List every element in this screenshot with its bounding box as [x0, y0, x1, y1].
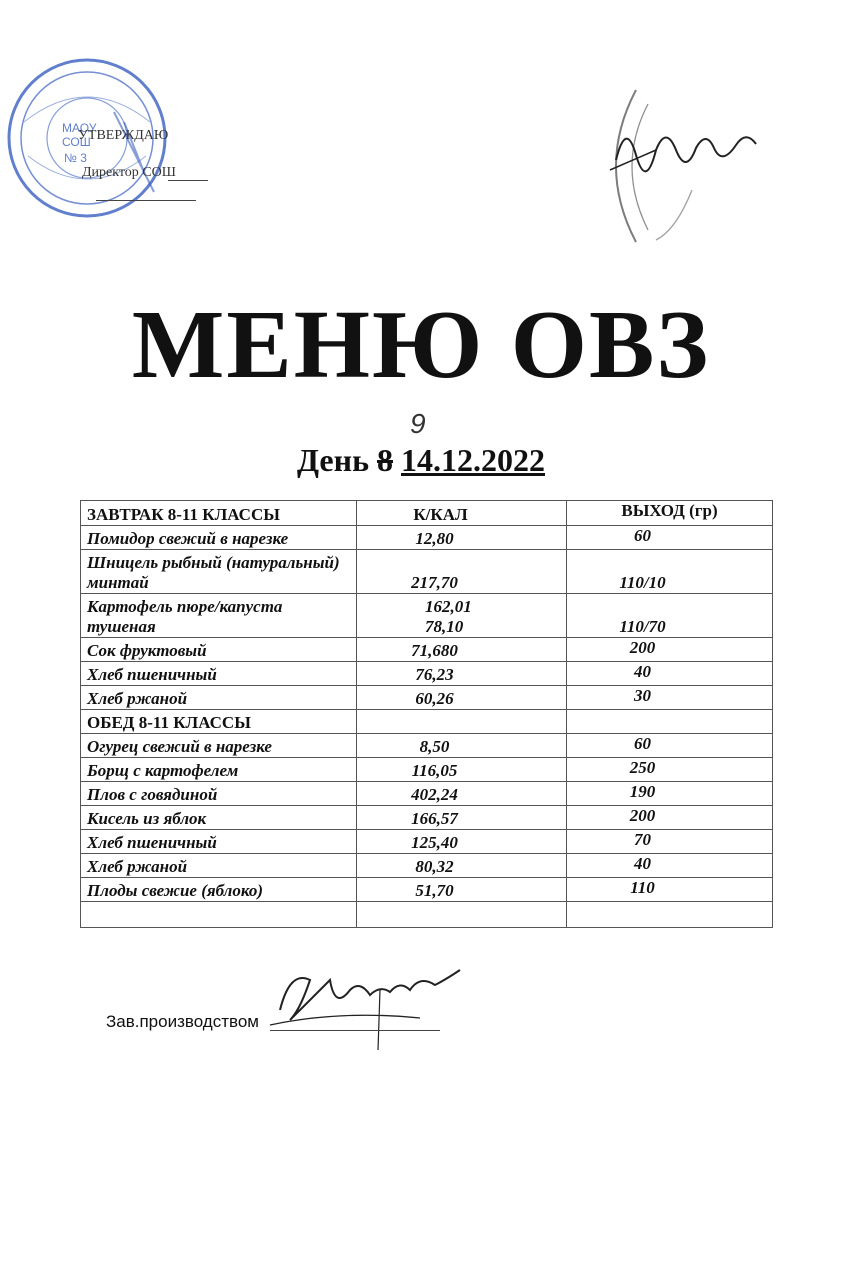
dish-name: Шницель рыбный (натуральный) минтай	[81, 550, 357, 594]
menu-date: 14.12.2022	[400, 442, 545, 478]
table-row	[81, 686, 773, 710]
dish-output: 200	[567, 806, 773, 830]
table-row	[81, 878, 773, 902]
dish-kcal: 217,70	[357, 550, 567, 594]
empty-cell	[357, 902, 567, 928]
dish-name: Плов с говядиной	[81, 782, 357, 806]
dish-name: Хлеб ржаной	[81, 686, 357, 710]
lunch-header-row	[81, 710, 773, 734]
table-row	[81, 638, 773, 662]
date-line	[96, 200, 196, 201]
dish-name: Кисель из яблок	[81, 806, 357, 830]
dish-output: 30	[567, 686, 773, 710]
dish-output: 60	[567, 734, 773, 758]
svg-text:№ 3: № 3	[64, 151, 87, 165]
director-signature-icon	[596, 100, 766, 190]
dish-output: 250	[567, 758, 773, 782]
dish-kcal: 116,05	[357, 758, 567, 782]
approve-label: УТВЕРЖДАЮ	[78, 128, 169, 143]
table-row	[81, 526, 773, 550]
dish-name: Картофель пюре/капуста тушеная	[81, 594, 357, 638]
dish-kcal: 162,01 78,10	[357, 594, 567, 638]
header-breakfast: ЗАВТРАК 8-11 КЛАССЫ	[81, 501, 357, 526]
dish-kcal: 125,40	[357, 830, 567, 854]
dish-name: Плоды свежие (яблоко)	[81, 878, 357, 902]
dish-kcal: 80,32	[357, 854, 567, 878]
table-row	[81, 594, 773, 638]
handwritten-day-number: 9	[410, 408, 426, 439]
dish-kcal: 12,80	[357, 526, 567, 550]
day-line	[0, 442, 842, 479]
dish-output: 40	[567, 662, 773, 686]
dish-name: Борщ с картофелем	[81, 758, 357, 782]
dish-kcal: 76,23	[357, 662, 567, 686]
menu-table	[80, 500, 773, 928]
svg-text:МАОУ: МАОУ	[62, 121, 97, 135]
director-label: Директор СОШ	[82, 165, 176, 180]
table-row	[81, 782, 773, 806]
day-prefix: День	[297, 442, 369, 478]
page-title: МЕНЮ ОВЗ	[131, 291, 711, 399]
table-row	[81, 758, 773, 782]
manager-label: Зав.производством	[106, 1012, 259, 1031]
dish-name: Сок фруктовый	[81, 638, 357, 662]
dish-name: Помидор свежий в нарезке	[81, 526, 357, 550]
dish-kcal: 60,26	[357, 686, 567, 710]
empty-cell	[357, 710, 567, 734]
dish-kcal: 71,680	[357, 638, 567, 662]
header-output: ВЫХОД (гр)	[567, 501, 773, 526]
header-kcal: К/КАЛ	[357, 501, 567, 526]
dish-output: 60	[567, 526, 773, 550]
dish-kcal: 51,70	[357, 878, 567, 902]
lunch-header: ОБЕД 8-11 КЛАССЫ	[81, 710, 357, 734]
dish-kcal: 402,24	[357, 782, 567, 806]
dish-output: 190	[567, 782, 773, 806]
dish-kcal: 8,50	[357, 734, 567, 758]
dish-output: 40	[567, 854, 773, 878]
struck-day-number: 8	[376, 442, 393, 478]
dish-output: 200	[567, 638, 773, 662]
svg-text:СОШ: СОШ	[62, 135, 91, 149]
dish-kcal: 166,57	[357, 806, 567, 830]
signature-line	[168, 180, 208, 181]
table-row	[81, 550, 773, 594]
manager-signature-line	[270, 1030, 440, 1031]
table-row	[81, 830, 773, 854]
dish-output: 110/10	[567, 550, 773, 594]
dish-output: 110	[567, 878, 773, 902]
dish-name: Хлеб пшеничный	[81, 830, 357, 854]
empty-cell	[567, 902, 773, 928]
table-row	[81, 806, 773, 830]
empty-cell	[81, 902, 357, 928]
dish-name: Хлеб ржаной	[81, 854, 357, 878]
manager-signature-icon	[260, 950, 480, 1060]
empty-row	[81, 902, 773, 928]
table-row	[81, 854, 773, 878]
dish-name: Огурец свежий в нарезке	[81, 734, 357, 758]
dish-output: 70	[567, 830, 773, 854]
table-row	[81, 662, 773, 686]
table-header-row	[81, 501, 773, 526]
dish-name: Хлеб пшеничный	[81, 662, 357, 686]
table-row	[81, 734, 773, 758]
dish-output: 110/70	[567, 594, 773, 638]
empty-cell	[567, 710, 773, 734]
